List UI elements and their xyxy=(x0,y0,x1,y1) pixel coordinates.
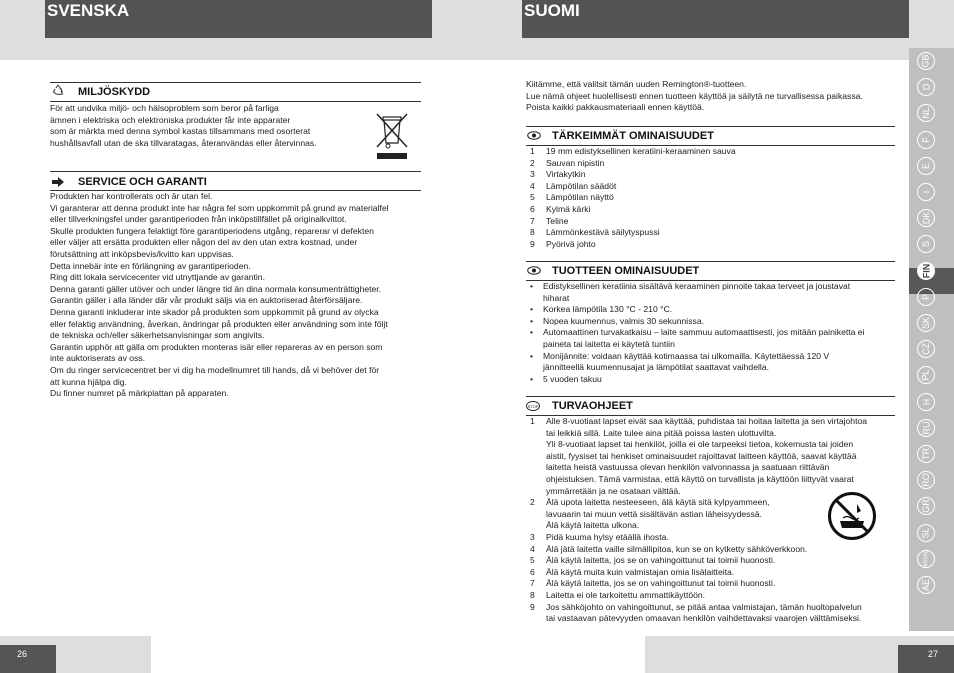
product-rule-top xyxy=(526,261,895,262)
text-line: Älä käytä laitetta, jos se on vahingoittunut tai toimii huonosti. xyxy=(546,578,776,589)
bullet: • xyxy=(530,304,534,315)
text-line: Om du ringer servicecentret ber vi dig ha modellnumret till hands, då vi behöver det för xyxy=(50,364,380,375)
item-text xyxy=(543,281,850,304)
language-tab-ae[interactable] xyxy=(917,576,935,594)
language-tab-i[interactable] xyxy=(917,183,935,201)
language-code: GB xyxy=(920,54,931,68)
language-code: SK xyxy=(920,316,931,330)
text-line: Korkea lämpötila 130 °C - 210 °C. xyxy=(543,304,673,315)
language-tab-h[interactable] xyxy=(917,393,935,411)
text-line: Denna garanti inkluderar inte skador på produkten som uppkommit på grund av olycka xyxy=(50,306,379,317)
item-number: 4 xyxy=(530,180,535,191)
text-line: Ring ditt lokala servicecenter vid utnyttjande av garantin. xyxy=(50,272,265,283)
item-number: 5 xyxy=(530,555,535,566)
stop-icon: STOP xyxy=(526,401,540,411)
text-line: Älä jätä laitetta vaille silmällipitoa, kun se on kytketty sähköverkkoon. xyxy=(546,543,808,554)
text-line: Kiitämme, että valitsit tämän uuden Remington®-tuotteen. xyxy=(526,79,747,89)
features-list xyxy=(530,146,736,250)
page-header-left: SVENSKA xyxy=(45,0,432,38)
recycle-icon xyxy=(52,84,64,96)
text-line: Produkten har kontrollerats och är utan fel. xyxy=(50,191,213,201)
list-item xyxy=(530,590,867,602)
text-line: Vi garanterar att denna produkt inte har några fel som uppkommit på grund av materialfel xyxy=(50,202,389,213)
text-line: ohjeistuksen. Tämä varmistaa, että käyttö on turvallista ja käyttöön liittyvät vaarat xyxy=(546,473,854,484)
list-item xyxy=(530,239,736,251)
language-code: FIN xyxy=(921,263,931,278)
text-line: tai vastaavan pätevyyden omaavan henkilön vaihdettavaksi vaarojen välttämiseksi. xyxy=(546,613,862,624)
text-line: Jos sähköjohto on vahingoittunut, se pitää antaa valmistajan, tämän huoltopalvelun xyxy=(546,601,862,612)
service-rule-top xyxy=(50,171,421,172)
language-tab-sl[interactable] xyxy=(917,524,935,542)
text-line: Poista kaikki pakkausmateriaali ennen käyttöä. xyxy=(526,102,705,113)
text-line: Skulle produkten fungera felaktigt före garantiperiodens utgång, reparerar vi defekten xyxy=(50,225,374,236)
text-line: Älä käytä laitetta, jos se on vahingoittunut tai toimii huonosti. xyxy=(546,555,776,566)
item-number: 6 xyxy=(530,566,535,577)
list-item xyxy=(530,532,867,544)
item-text xyxy=(543,327,864,350)
crossed-bin-icon xyxy=(374,111,410,161)
item-text xyxy=(543,351,829,374)
item-text xyxy=(546,532,669,544)
list-item xyxy=(530,192,736,204)
item-number: 5 xyxy=(530,192,535,203)
text-line: Du finner numret på märkplattan på apparaten. xyxy=(50,388,229,399)
language-code: PL xyxy=(920,369,931,381)
language-code: RO xyxy=(921,473,931,487)
list-item xyxy=(526,316,864,328)
text-line: Garantin upphör att gälla om produkten monteras isär eller repareras av en person som xyxy=(50,341,383,352)
list-item xyxy=(530,416,867,497)
text-line: eller felaktig användning, åverkan, ändringar på produkten eller användning som inte följt xyxy=(50,318,388,329)
language-code: I xyxy=(920,190,931,194)
page-number-left: 26 xyxy=(0,645,56,673)
item-text xyxy=(546,497,770,532)
bullet: • xyxy=(530,281,534,291)
safety-title: TURVAOHJEET xyxy=(552,400,633,412)
list-item xyxy=(530,567,867,579)
text-line: Älä käytä laitetta ulkona. xyxy=(546,520,640,531)
bullet: • xyxy=(530,373,534,384)
language-code: AE xyxy=(920,578,931,592)
features-rule-top xyxy=(526,126,895,127)
list-item xyxy=(526,374,864,386)
arrow-right-icon xyxy=(52,177,64,187)
language-code: DK xyxy=(920,211,931,225)
service-body xyxy=(50,191,389,400)
text-line: förutsättning att inköpsbevis/kvitto kan uppvisas. xyxy=(50,248,234,259)
text-line: Detta innebär inte en förlängning av garantiperioden. xyxy=(50,260,251,271)
page-number-right: 27 xyxy=(898,645,954,673)
item-text: Kylmä kärki xyxy=(546,203,591,214)
list-item xyxy=(530,578,867,590)
item-number: 1 xyxy=(530,416,535,426)
language-tab-sk[interactable] xyxy=(917,314,935,332)
list-item xyxy=(530,181,736,193)
text-line: Pidä kuuma hylsy etäällä ihosta. xyxy=(546,531,669,542)
language-tab-p[interactable] xyxy=(917,288,935,306)
language-code: H xyxy=(921,398,931,405)
list-item xyxy=(530,158,736,170)
text-line: hiharat xyxy=(543,292,570,303)
language-code: RU xyxy=(921,421,931,435)
service-title: SERVICE OCH GARANTI xyxy=(78,176,207,188)
product-features-list xyxy=(526,281,864,385)
text-line: Yli 8-vuotiaat lapset tai henkilöt, joilla ei ole tarpeeksi tietoa, kokemusta tai joiden xyxy=(546,439,854,450)
list-item xyxy=(530,555,867,567)
list-item xyxy=(530,146,736,158)
text-line: att kunna hjälpa dig. xyxy=(50,376,127,387)
text-line: 5 vuoden takuu xyxy=(543,373,602,384)
item-number: 9 xyxy=(530,601,535,612)
item-text xyxy=(546,567,734,579)
item-text xyxy=(546,555,775,567)
item-number: 6 xyxy=(530,203,535,214)
intro-text xyxy=(526,79,863,114)
item-text: Pyörivä johto xyxy=(546,238,596,249)
bullet: • xyxy=(530,327,534,338)
features-title: TÄRKEIMMÄT OMINAISUUDET xyxy=(552,130,714,142)
text-line: Garantin gäller i alla länder där vår produkt säljs via en auktoriserad återförsäljare. xyxy=(50,295,363,306)
item-text: Lämpötilan säädöt xyxy=(546,180,617,191)
bullet: • xyxy=(530,350,534,361)
miljo-rule-bottom xyxy=(50,101,421,102)
item-number: 3 xyxy=(530,169,535,180)
text-line: paineta tai laitetta ei käytetä tuntiin xyxy=(543,338,675,349)
item-text xyxy=(546,602,862,625)
miljo-rule-top xyxy=(50,82,421,83)
list-item xyxy=(530,216,736,228)
item-text: Sauvan nipistin xyxy=(546,157,605,168)
text-line: ymmärretään ja ne osataan välttää. xyxy=(546,485,681,496)
text-line: de tekniska och/eller säkerhetsanvisningar som angivits. xyxy=(50,330,265,341)
text-line: Älä upota laitetta nesteeseen, älä käytä sitä kylpyammeen, xyxy=(546,497,770,508)
text-line: jännitteellä kuumennusajat ja lämpötilat saattavat vaihdella. xyxy=(543,362,769,373)
item-text xyxy=(546,578,775,590)
bullet: • xyxy=(530,315,534,326)
page-header-right: SUOMI xyxy=(522,0,909,38)
language-code: S xyxy=(920,241,931,248)
language-code: NL xyxy=(920,107,931,120)
item-number: 2 xyxy=(530,497,535,508)
text-line: Alle 8-vuotiaat lapset eivät saa käyttää, puhdistaa tai hoitaa laitetta ja sen virtajohtoa xyxy=(546,416,868,426)
item-text xyxy=(546,590,705,602)
language-code: TR xyxy=(921,448,931,460)
text-line: Älä käytä muita kuin valmistajan omia lisälaitteita. xyxy=(546,566,735,577)
text-line: Nopea kuumennus, valmis 30 sekunnissa. xyxy=(543,315,704,326)
language-code: E xyxy=(920,162,931,169)
miljo-body: För att undvika miljö- och hälsoproblem som beror på farliga ämnen i elektriska och elektroniska produkter får inte apparater som är märkta med denna symbol kastas tillsammans med osorterat hushållsavfall utan de ska tillvaratagas, återanvändas eller återvinnas. xyxy=(50,103,317,148)
eye-icon xyxy=(527,131,541,140)
miljo-title: MILJÖSKYDD xyxy=(78,86,151,98)
text-line: Lue nämä ohjeet huolellisesti ennen tuotteen käyttöä ja säilytä ne turvallisessa paikassa. xyxy=(526,90,863,101)
item-text: Teline xyxy=(546,215,569,226)
item-number: 4 xyxy=(530,543,535,554)
text-line: Laitetta ei ole tarkoitettu ammattikäyttöön. xyxy=(546,589,706,600)
list-item xyxy=(530,204,736,216)
list-item xyxy=(526,304,864,316)
item-number: 7 xyxy=(530,215,535,226)
language-tab-f[interactable] xyxy=(917,131,935,149)
text-line: eller tillverkningsfel under garantiperioden från inköpstillfället på originalkvittot. xyxy=(50,214,347,225)
language-code: D xyxy=(921,83,931,91)
item-number: 2 xyxy=(530,157,535,168)
list-item xyxy=(530,227,736,239)
list-item xyxy=(530,169,736,181)
item-text xyxy=(546,416,867,497)
language-tab-ru[interactable] xyxy=(917,419,935,437)
text-line: laitetta heistä vastuussa olevan henkilön valvonnassa ja saatuaan riittävän xyxy=(546,462,830,473)
language-code: GR xyxy=(921,499,931,514)
list-item xyxy=(530,497,867,532)
text-line: Denna garanti gäller utöver och under längre tid än dina normala konsumenträttigheter. xyxy=(50,283,382,294)
item-number: 7 xyxy=(530,578,535,589)
item-number: 9 xyxy=(530,238,535,249)
language-tab-e[interactable] xyxy=(917,157,935,175)
language-code: F xyxy=(921,136,931,143)
eye-icon xyxy=(527,266,541,275)
language-code: CZ xyxy=(921,343,931,356)
item-text: 19 mm edistyksellinen keratiini-keraaminen sauva xyxy=(546,146,736,156)
text-line: aistit, fyysiset tai henkiset ominaisuudet rajoittavat laitteen käyttöä, saavat käyttää xyxy=(546,450,857,461)
list-item xyxy=(526,327,864,350)
no-water-icon xyxy=(827,491,877,541)
text-line: eller väljer att ersätta produkten eller någon del av den utan extra kostnad, under xyxy=(50,237,358,248)
language-tab-fin[interactable] xyxy=(917,262,935,280)
language-tab-hr-srb[interactable] xyxy=(917,550,935,568)
item-text xyxy=(546,544,807,556)
text-line: Edistyksellinen keratiinia sisältävä keraaminen pinnoite takaa terveet ja joustavat xyxy=(543,281,851,291)
item-number: 1 xyxy=(530,146,535,156)
language-code: HR/SRB xyxy=(923,549,929,569)
safety-list xyxy=(530,416,867,625)
language-tab-tr[interactable] xyxy=(917,445,935,463)
list-item xyxy=(530,602,867,625)
item-text: Lämpötilan näyttö xyxy=(546,192,614,203)
language-code: SL xyxy=(920,527,931,539)
language-code: P xyxy=(920,293,931,300)
text-line: Monijännite: voidaan käyttää kotimaassa tai ulkomailla. Käytettäessä 120 V xyxy=(543,350,830,361)
item-text xyxy=(543,316,704,328)
item-number: 8 xyxy=(530,589,535,600)
language-tab-gb[interactable] xyxy=(917,52,935,70)
product-features-title: TUOTTEEN OMINAISUUDET xyxy=(552,265,700,277)
item-text xyxy=(543,304,672,316)
text-line: lavuaarin tai muun vettä sisältävän astian läheisyydessä. xyxy=(546,508,762,519)
text-line: inte auktoriserats av oss. xyxy=(50,353,146,364)
text-line: Automaattinen turvakatkaisu – laite sammuu automaattisesti, jos mitään painiketta ei xyxy=(543,327,865,338)
item-number: 3 xyxy=(530,531,535,542)
text-line: tai leikkiä sillä. Laite tulee aina pitää poissa lasten ulottuvilta. xyxy=(546,427,777,438)
list-item xyxy=(526,281,864,304)
safety-rule-top xyxy=(526,396,895,397)
item-number: 8 xyxy=(530,227,535,238)
item-text: Virtakytkin xyxy=(546,169,586,180)
list-item xyxy=(526,351,864,374)
list-item xyxy=(530,544,867,556)
item-text: Lämmönkestävä säilytyspussi xyxy=(546,227,660,238)
item-text xyxy=(543,374,602,386)
